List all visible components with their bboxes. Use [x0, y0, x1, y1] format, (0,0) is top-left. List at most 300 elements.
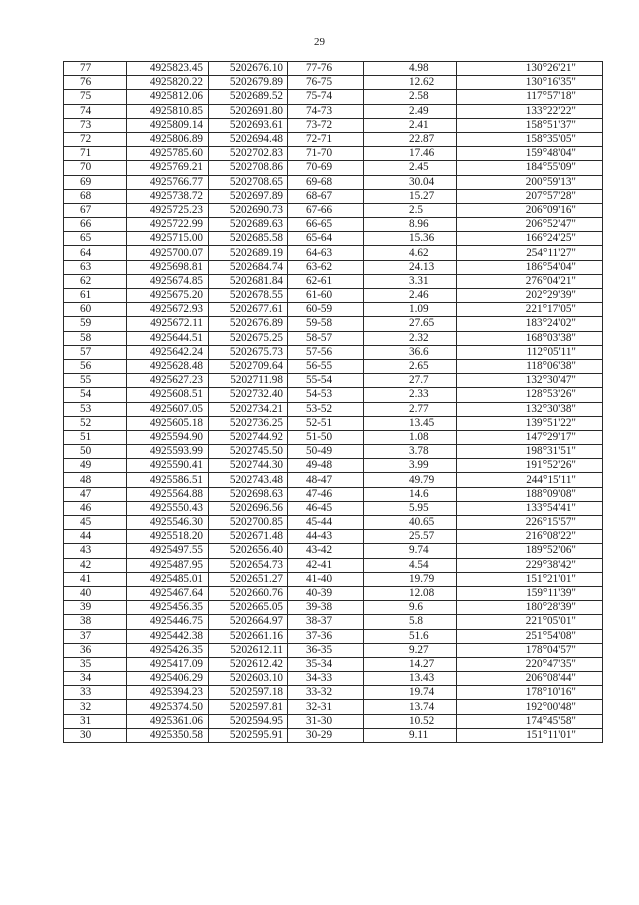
length-cell: 1.09 — [364, 303, 457, 317]
length-cell: 9.74 — [364, 544, 457, 558]
direction-angle-cell: 229°38'42" — [457, 558, 603, 572]
length-cell: 8.96 — [364, 218, 457, 232]
segment-cell: 73-72 — [288, 118, 364, 132]
y-coordinate-cell: 5202656.40 — [209, 544, 288, 558]
point-number-cell: 37 — [64, 629, 127, 643]
direction-angle-cell: 206°52'47" — [457, 218, 603, 232]
y-coordinate-cell: 5202691.80 — [209, 104, 288, 118]
x-coordinate-cell: 4925672.93 — [127, 303, 209, 317]
table-row — [64, 232, 603, 246]
direction-angle-cell: 183°24'02" — [457, 317, 603, 331]
segment-cell: 41-40 — [288, 572, 364, 586]
direction-angle-cell: 226°15'57" — [457, 516, 603, 530]
table-row — [64, 76, 603, 90]
table-row — [64, 274, 603, 288]
x-coordinate-cell: 4925485.01 — [127, 572, 209, 586]
point-number-cell: 36 — [64, 643, 127, 657]
point-number-cell: 32 — [64, 700, 127, 714]
segment-cell: 62-61 — [288, 274, 364, 288]
y-coordinate-cell: 5202711.98 — [209, 374, 288, 388]
direction-angle-cell: 128°53'26" — [457, 388, 603, 402]
table-row — [64, 572, 603, 586]
point-number-cell: 56 — [64, 359, 127, 373]
direction-angle-cell: 180°28'39" — [457, 601, 603, 615]
table-row — [64, 161, 603, 175]
segment-cell: 43-42 — [288, 544, 364, 558]
length-cell: 3.99 — [364, 459, 457, 473]
table-row — [64, 317, 603, 331]
y-coordinate-cell: 5202743.48 — [209, 473, 288, 487]
segment-cell: 72-71 — [288, 132, 364, 146]
direction-angle-cell: 158°35'05" — [457, 132, 603, 146]
coordinates-table — [63, 61, 603, 743]
segment-cell: 51-50 — [288, 430, 364, 444]
segment-cell: 33-32 — [288, 686, 364, 700]
point-number-cell: 60 — [64, 303, 127, 317]
segment-cell: 40-39 — [288, 586, 364, 600]
direction-angle-cell: 276°04'21" — [457, 274, 603, 288]
length-cell: 2.45 — [364, 161, 457, 175]
point-number-cell: 61 — [64, 289, 127, 303]
direction-angle-cell: 168°03'38" — [457, 331, 603, 345]
point-number-cell: 43 — [64, 544, 127, 558]
x-coordinate-cell: 4925605.18 — [127, 416, 209, 430]
length-cell: 2.5 — [364, 203, 457, 217]
point-number-cell: 63 — [64, 260, 127, 274]
length-cell: 2.33 — [364, 388, 457, 402]
x-coordinate-cell: 4925426.35 — [127, 643, 209, 657]
point-number-cell: 57 — [64, 345, 127, 359]
length-cell: 49.79 — [364, 473, 457, 487]
point-number-cell: 40 — [64, 586, 127, 600]
point-number-cell: 44 — [64, 530, 127, 544]
direction-angle-cell: 206°09'16" — [457, 203, 603, 217]
y-coordinate-cell: 5202744.30 — [209, 459, 288, 473]
direction-angle-cell: 178°10'16" — [457, 686, 603, 700]
direction-angle-cell: 206°08'44" — [457, 672, 603, 686]
length-cell: 14.6 — [364, 487, 457, 501]
length-cell: 15.36 — [364, 232, 457, 246]
x-coordinate-cell: 4925590.41 — [127, 459, 209, 473]
length-cell: 36.6 — [364, 345, 457, 359]
x-coordinate-cell: 4925700.07 — [127, 246, 209, 260]
direction-angle-cell: 216°08'22" — [457, 530, 603, 544]
x-coordinate-cell: 4925675.20 — [127, 289, 209, 303]
table-row — [64, 516, 603, 530]
segment-cell: 77-76 — [288, 62, 364, 76]
direction-angle-cell: 188°09'08" — [457, 487, 603, 501]
y-coordinate-cell: 5202660.76 — [209, 586, 288, 600]
direction-angle-cell: 174°45'58" — [457, 714, 603, 728]
x-coordinate-cell: 4925586.51 — [127, 473, 209, 487]
length-cell: 27.65 — [364, 317, 457, 331]
segment-cell: 74-73 — [288, 104, 364, 118]
x-coordinate-cell: 4925812.06 — [127, 90, 209, 104]
table-row — [64, 118, 603, 132]
point-number-cell: 41 — [64, 572, 127, 586]
table-row — [64, 289, 603, 303]
point-number-cell: 47 — [64, 487, 127, 501]
length-cell: 13.45 — [364, 416, 457, 430]
direction-angle-cell: 117°57'18" — [457, 90, 603, 104]
y-coordinate-cell: 5202694.48 — [209, 132, 288, 146]
table-row — [64, 601, 603, 615]
segment-cell: 52-51 — [288, 416, 364, 430]
x-coordinate-cell: 4925725.23 — [127, 203, 209, 217]
table-row — [64, 615, 603, 629]
segment-cell: 45-44 — [288, 516, 364, 530]
x-coordinate-cell: 4925594.90 — [127, 430, 209, 444]
x-coordinate-cell: 4925722.99 — [127, 218, 209, 232]
direction-angle-cell: 198°31'51" — [457, 445, 603, 459]
table-row — [64, 303, 603, 317]
x-coordinate-cell: 4925446.75 — [127, 615, 209, 629]
segment-cell: 65-64 — [288, 232, 364, 246]
segment-cell: 69-68 — [288, 175, 364, 189]
y-coordinate-cell: 5202708.86 — [209, 161, 288, 175]
length-cell: 9.11 — [364, 728, 457, 742]
table-body — [64, 62, 603, 743]
length-cell: 2.77 — [364, 402, 457, 416]
table-row — [64, 203, 603, 217]
point-number-cell: 65 — [64, 232, 127, 246]
point-number-cell: 33 — [64, 686, 127, 700]
y-coordinate-cell: 5202689.63 — [209, 218, 288, 232]
direction-angle-cell: 139°51'22" — [457, 416, 603, 430]
direction-angle-cell: 254°11'27" — [457, 246, 603, 260]
table-row — [64, 544, 603, 558]
table-row — [64, 388, 603, 402]
point-number-cell: 38 — [64, 615, 127, 629]
segment-cell: 54-53 — [288, 388, 364, 402]
length-cell: 9.6 — [364, 601, 457, 615]
segment-cell: 67-66 — [288, 203, 364, 217]
length-cell: 2.41 — [364, 118, 457, 132]
segment-cell: 63-62 — [288, 260, 364, 274]
y-coordinate-cell: 5202709.64 — [209, 359, 288, 373]
x-coordinate-cell: 4925738.72 — [127, 189, 209, 203]
table-row — [64, 700, 603, 714]
x-coordinate-cell: 4925350.58 — [127, 728, 209, 742]
length-cell: 19.74 — [364, 686, 457, 700]
x-coordinate-cell: 4925546.30 — [127, 516, 209, 530]
point-number-cell: 59 — [64, 317, 127, 331]
segment-cell: 60-59 — [288, 303, 364, 317]
table-row — [64, 558, 603, 572]
segment-cell: 61-60 — [288, 289, 364, 303]
y-coordinate-cell: 5202732.40 — [209, 388, 288, 402]
segment-cell: 39-38 — [288, 601, 364, 615]
table-row — [64, 189, 603, 203]
y-coordinate-cell: 5202708.65 — [209, 175, 288, 189]
table-row — [64, 672, 603, 686]
y-coordinate-cell: 5202675.73 — [209, 345, 288, 359]
x-coordinate-cell: 4925644.51 — [127, 331, 209, 345]
table-row — [64, 530, 603, 544]
direction-angle-cell: 147°29'17" — [457, 430, 603, 444]
y-coordinate-cell: 5202690.73 — [209, 203, 288, 217]
point-number-cell: 53 — [64, 402, 127, 416]
table-row — [64, 147, 603, 161]
segment-cell: 76-75 — [288, 76, 364, 90]
length-cell: 12.08 — [364, 586, 457, 600]
length-cell: 9.27 — [364, 643, 457, 657]
length-cell: 2.65 — [364, 359, 457, 373]
segment-cell: 58-57 — [288, 331, 364, 345]
length-cell: 5.95 — [364, 501, 457, 515]
y-coordinate-cell: 5202681.84 — [209, 274, 288, 288]
direction-angle-cell: 130°16'35" — [457, 76, 603, 90]
length-cell: 4.54 — [364, 558, 457, 572]
direction-angle-cell: 133°54'41" — [457, 501, 603, 515]
x-coordinate-cell: 4925406.29 — [127, 672, 209, 686]
segment-cell: 38-37 — [288, 615, 364, 629]
direction-angle-cell: 151°21'01" — [457, 572, 603, 586]
y-coordinate-cell: 5202697.89 — [209, 189, 288, 203]
direction-angle-cell: 166°24'25" — [457, 232, 603, 246]
segment-cell: 44-43 — [288, 530, 364, 544]
segment-cell: 55-54 — [288, 374, 364, 388]
table-row — [64, 132, 603, 146]
y-coordinate-cell: 5202665.05 — [209, 601, 288, 615]
y-coordinate-cell: 5202734.21 — [209, 402, 288, 416]
x-coordinate-cell: 4925564.88 — [127, 487, 209, 501]
x-coordinate-cell: 4925518.20 — [127, 530, 209, 544]
length-cell: 2.58 — [364, 90, 457, 104]
y-coordinate-cell: 5202675.25 — [209, 331, 288, 345]
direction-angle-cell: 118°06'38" — [457, 359, 603, 373]
segment-cell: 59-58 — [288, 317, 364, 331]
point-number-cell: 68 — [64, 189, 127, 203]
segment-cell: 34-33 — [288, 672, 364, 686]
length-cell: 1.08 — [364, 430, 457, 444]
length-cell: 4.98 — [364, 62, 457, 76]
point-number-cell: 55 — [64, 374, 127, 388]
x-coordinate-cell: 4925593.99 — [127, 445, 209, 459]
table-row — [64, 430, 603, 444]
direction-angle-cell: 178°04'57" — [457, 643, 603, 657]
direction-angle-cell: 132°30'38" — [457, 402, 603, 416]
direction-angle-cell: 186°54'04" — [457, 260, 603, 274]
y-coordinate-cell: 5202594.95 — [209, 714, 288, 728]
point-number-cell: 69 — [64, 175, 127, 189]
length-cell: 17.46 — [364, 147, 457, 161]
y-coordinate-cell: 5202612.11 — [209, 643, 288, 657]
x-coordinate-cell: 4925607.05 — [127, 402, 209, 416]
x-coordinate-cell: 4925417.09 — [127, 657, 209, 671]
point-number-cell: 35 — [64, 657, 127, 671]
y-coordinate-cell: 5202671.48 — [209, 530, 288, 544]
table-row — [64, 459, 603, 473]
y-coordinate-cell: 5202661.16 — [209, 629, 288, 643]
table-row — [64, 629, 603, 643]
y-coordinate-cell: 5202698.63 — [209, 487, 288, 501]
y-coordinate-cell: 5202693.61 — [209, 118, 288, 132]
x-coordinate-cell: 4925467.64 — [127, 586, 209, 600]
direction-angle-cell: 159°48'04" — [457, 147, 603, 161]
point-number-cell: 30 — [64, 728, 127, 742]
point-number-cell: 71 — [64, 147, 127, 161]
length-cell: 22.87 — [364, 132, 457, 146]
x-coordinate-cell: 4925766.77 — [127, 175, 209, 189]
x-coordinate-cell: 4925642.24 — [127, 345, 209, 359]
direction-angle-cell: 132°30'47" — [457, 374, 603, 388]
point-number-cell: 48 — [64, 473, 127, 487]
direction-angle-cell: 133°22'22" — [457, 104, 603, 118]
length-cell: 3.31 — [364, 274, 457, 288]
length-cell: 15.27 — [364, 189, 457, 203]
segment-cell: 68-67 — [288, 189, 364, 203]
table-row — [64, 175, 603, 189]
direction-angle-cell: 112°05'11" — [457, 345, 603, 359]
table-row — [64, 218, 603, 232]
segment-cell: 53-52 — [288, 402, 364, 416]
point-number-cell: 52 — [64, 416, 127, 430]
y-coordinate-cell: 5202664.97 — [209, 615, 288, 629]
length-cell: 13.74 — [364, 700, 457, 714]
y-coordinate-cell: 5202700.85 — [209, 516, 288, 530]
table-row — [64, 402, 603, 416]
point-number-cell: 70 — [64, 161, 127, 175]
point-number-cell: 58 — [64, 331, 127, 345]
direction-angle-cell: 251°54'08" — [457, 629, 603, 643]
point-number-cell: 64 — [64, 246, 127, 260]
segment-cell: 32-31 — [288, 700, 364, 714]
direction-angle-cell: 221°17'05" — [457, 303, 603, 317]
direction-angle-cell: 220°47'35" — [457, 657, 603, 671]
length-cell: 51.6 — [364, 629, 457, 643]
y-coordinate-cell: 5202678.55 — [209, 289, 288, 303]
segment-cell: 50-49 — [288, 445, 364, 459]
table-row — [64, 501, 603, 515]
y-coordinate-cell: 5202696.56 — [209, 501, 288, 515]
table-row — [64, 90, 603, 104]
point-number-cell: 46 — [64, 501, 127, 515]
table-row — [64, 445, 603, 459]
direction-angle-cell: 159°11'39" — [457, 586, 603, 600]
x-coordinate-cell: 4925809.14 — [127, 118, 209, 132]
point-number-cell: 51 — [64, 430, 127, 444]
length-cell: 3.78 — [364, 445, 457, 459]
y-coordinate-cell: 5202651.27 — [209, 572, 288, 586]
point-number-cell: 42 — [64, 558, 127, 572]
y-coordinate-cell: 5202689.52 — [209, 90, 288, 104]
point-number-cell: 39 — [64, 601, 127, 615]
table-row — [64, 686, 603, 700]
point-number-cell: 77 — [64, 62, 127, 76]
y-coordinate-cell: 5202745.50 — [209, 445, 288, 459]
y-coordinate-cell: 5202679.89 — [209, 76, 288, 90]
x-coordinate-cell: 4925456.35 — [127, 601, 209, 615]
table-row — [64, 359, 603, 373]
x-coordinate-cell: 4925672.11 — [127, 317, 209, 331]
table-row — [64, 62, 603, 76]
direction-angle-cell: 189°52'06" — [457, 544, 603, 558]
direction-angle-cell: 151°11'01" — [457, 728, 603, 742]
point-number-cell: 54 — [64, 388, 127, 402]
point-number-cell: 49 — [64, 459, 127, 473]
segment-cell: 30-29 — [288, 728, 364, 742]
segment-cell: 31-30 — [288, 714, 364, 728]
x-coordinate-cell: 4925806.89 — [127, 132, 209, 146]
x-coordinate-cell: 4925769.21 — [127, 161, 209, 175]
length-cell: 2.32 — [364, 331, 457, 345]
length-cell: 13.43 — [364, 672, 457, 686]
point-number-cell: 74 — [64, 104, 127, 118]
direction-angle-cell: 130°26'21" — [457, 62, 603, 76]
point-number-cell: 34 — [64, 672, 127, 686]
y-coordinate-cell: 5202744.92 — [209, 430, 288, 444]
segment-cell: 46-45 — [288, 501, 364, 515]
table-row — [64, 416, 603, 430]
y-coordinate-cell: 5202676.89 — [209, 317, 288, 331]
table-row — [64, 643, 603, 657]
segment-cell: 56-55 — [288, 359, 364, 373]
direction-angle-cell: 221°05'01" — [457, 615, 603, 629]
point-number-cell: 66 — [64, 218, 127, 232]
x-coordinate-cell: 4925810.85 — [127, 104, 209, 118]
segment-cell: 37-36 — [288, 629, 364, 643]
y-coordinate-cell: 5202685.58 — [209, 232, 288, 246]
point-number-cell: 31 — [64, 714, 127, 728]
direction-angle-cell: 158°51'37" — [457, 118, 603, 132]
point-number-cell: 50 — [64, 445, 127, 459]
length-cell: 5.8 — [364, 615, 457, 629]
length-cell: 2.46 — [364, 289, 457, 303]
direction-angle-cell: 207°57'28" — [457, 189, 603, 203]
point-number-cell: 73 — [64, 118, 127, 132]
x-coordinate-cell: 4925785.60 — [127, 147, 209, 161]
point-number-cell: 76 — [64, 76, 127, 90]
table-row — [64, 331, 603, 345]
direction-angle-cell: 191°52'26" — [457, 459, 603, 473]
segment-cell: 49-48 — [288, 459, 364, 473]
table-row — [64, 487, 603, 501]
x-coordinate-cell: 4925394.23 — [127, 686, 209, 700]
segment-cell: 64-63 — [288, 246, 364, 260]
page-number: 29 — [314, 36, 325, 48]
table-row — [64, 728, 603, 742]
x-coordinate-cell: 4925674.85 — [127, 274, 209, 288]
segment-cell: 70-69 — [288, 161, 364, 175]
length-cell: 30.04 — [364, 175, 457, 189]
length-cell: 27.7 — [364, 374, 457, 388]
y-coordinate-cell: 5202612.42 — [209, 657, 288, 671]
segment-cell: 75-74 — [288, 90, 364, 104]
table-row — [64, 104, 603, 118]
y-coordinate-cell: 5202597.18 — [209, 686, 288, 700]
segment-cell: 57-56 — [288, 345, 364, 359]
length-cell: 10.52 — [364, 714, 457, 728]
y-coordinate-cell: 5202684.74 — [209, 260, 288, 274]
point-number-cell: 45 — [64, 516, 127, 530]
y-coordinate-cell: 5202654.73 — [209, 558, 288, 572]
length-cell: 4.62 — [364, 246, 457, 260]
y-coordinate-cell: 5202603.10 — [209, 672, 288, 686]
segment-cell: 36-35 — [288, 643, 364, 657]
segment-cell: 35-34 — [288, 657, 364, 671]
length-cell: 24.13 — [364, 260, 457, 274]
direction-angle-cell: 184°55'09" — [457, 161, 603, 175]
x-coordinate-cell: 4925627.23 — [127, 374, 209, 388]
length-cell: 19.79 — [364, 572, 457, 586]
x-coordinate-cell: 4925715.00 — [127, 232, 209, 246]
x-coordinate-cell: 4925361.06 — [127, 714, 209, 728]
y-coordinate-cell: 5202597.81 — [209, 700, 288, 714]
direction-angle-cell: 200°59'13" — [457, 175, 603, 189]
length-cell: 2.49 — [364, 104, 457, 118]
point-number-cell: 62 — [64, 274, 127, 288]
